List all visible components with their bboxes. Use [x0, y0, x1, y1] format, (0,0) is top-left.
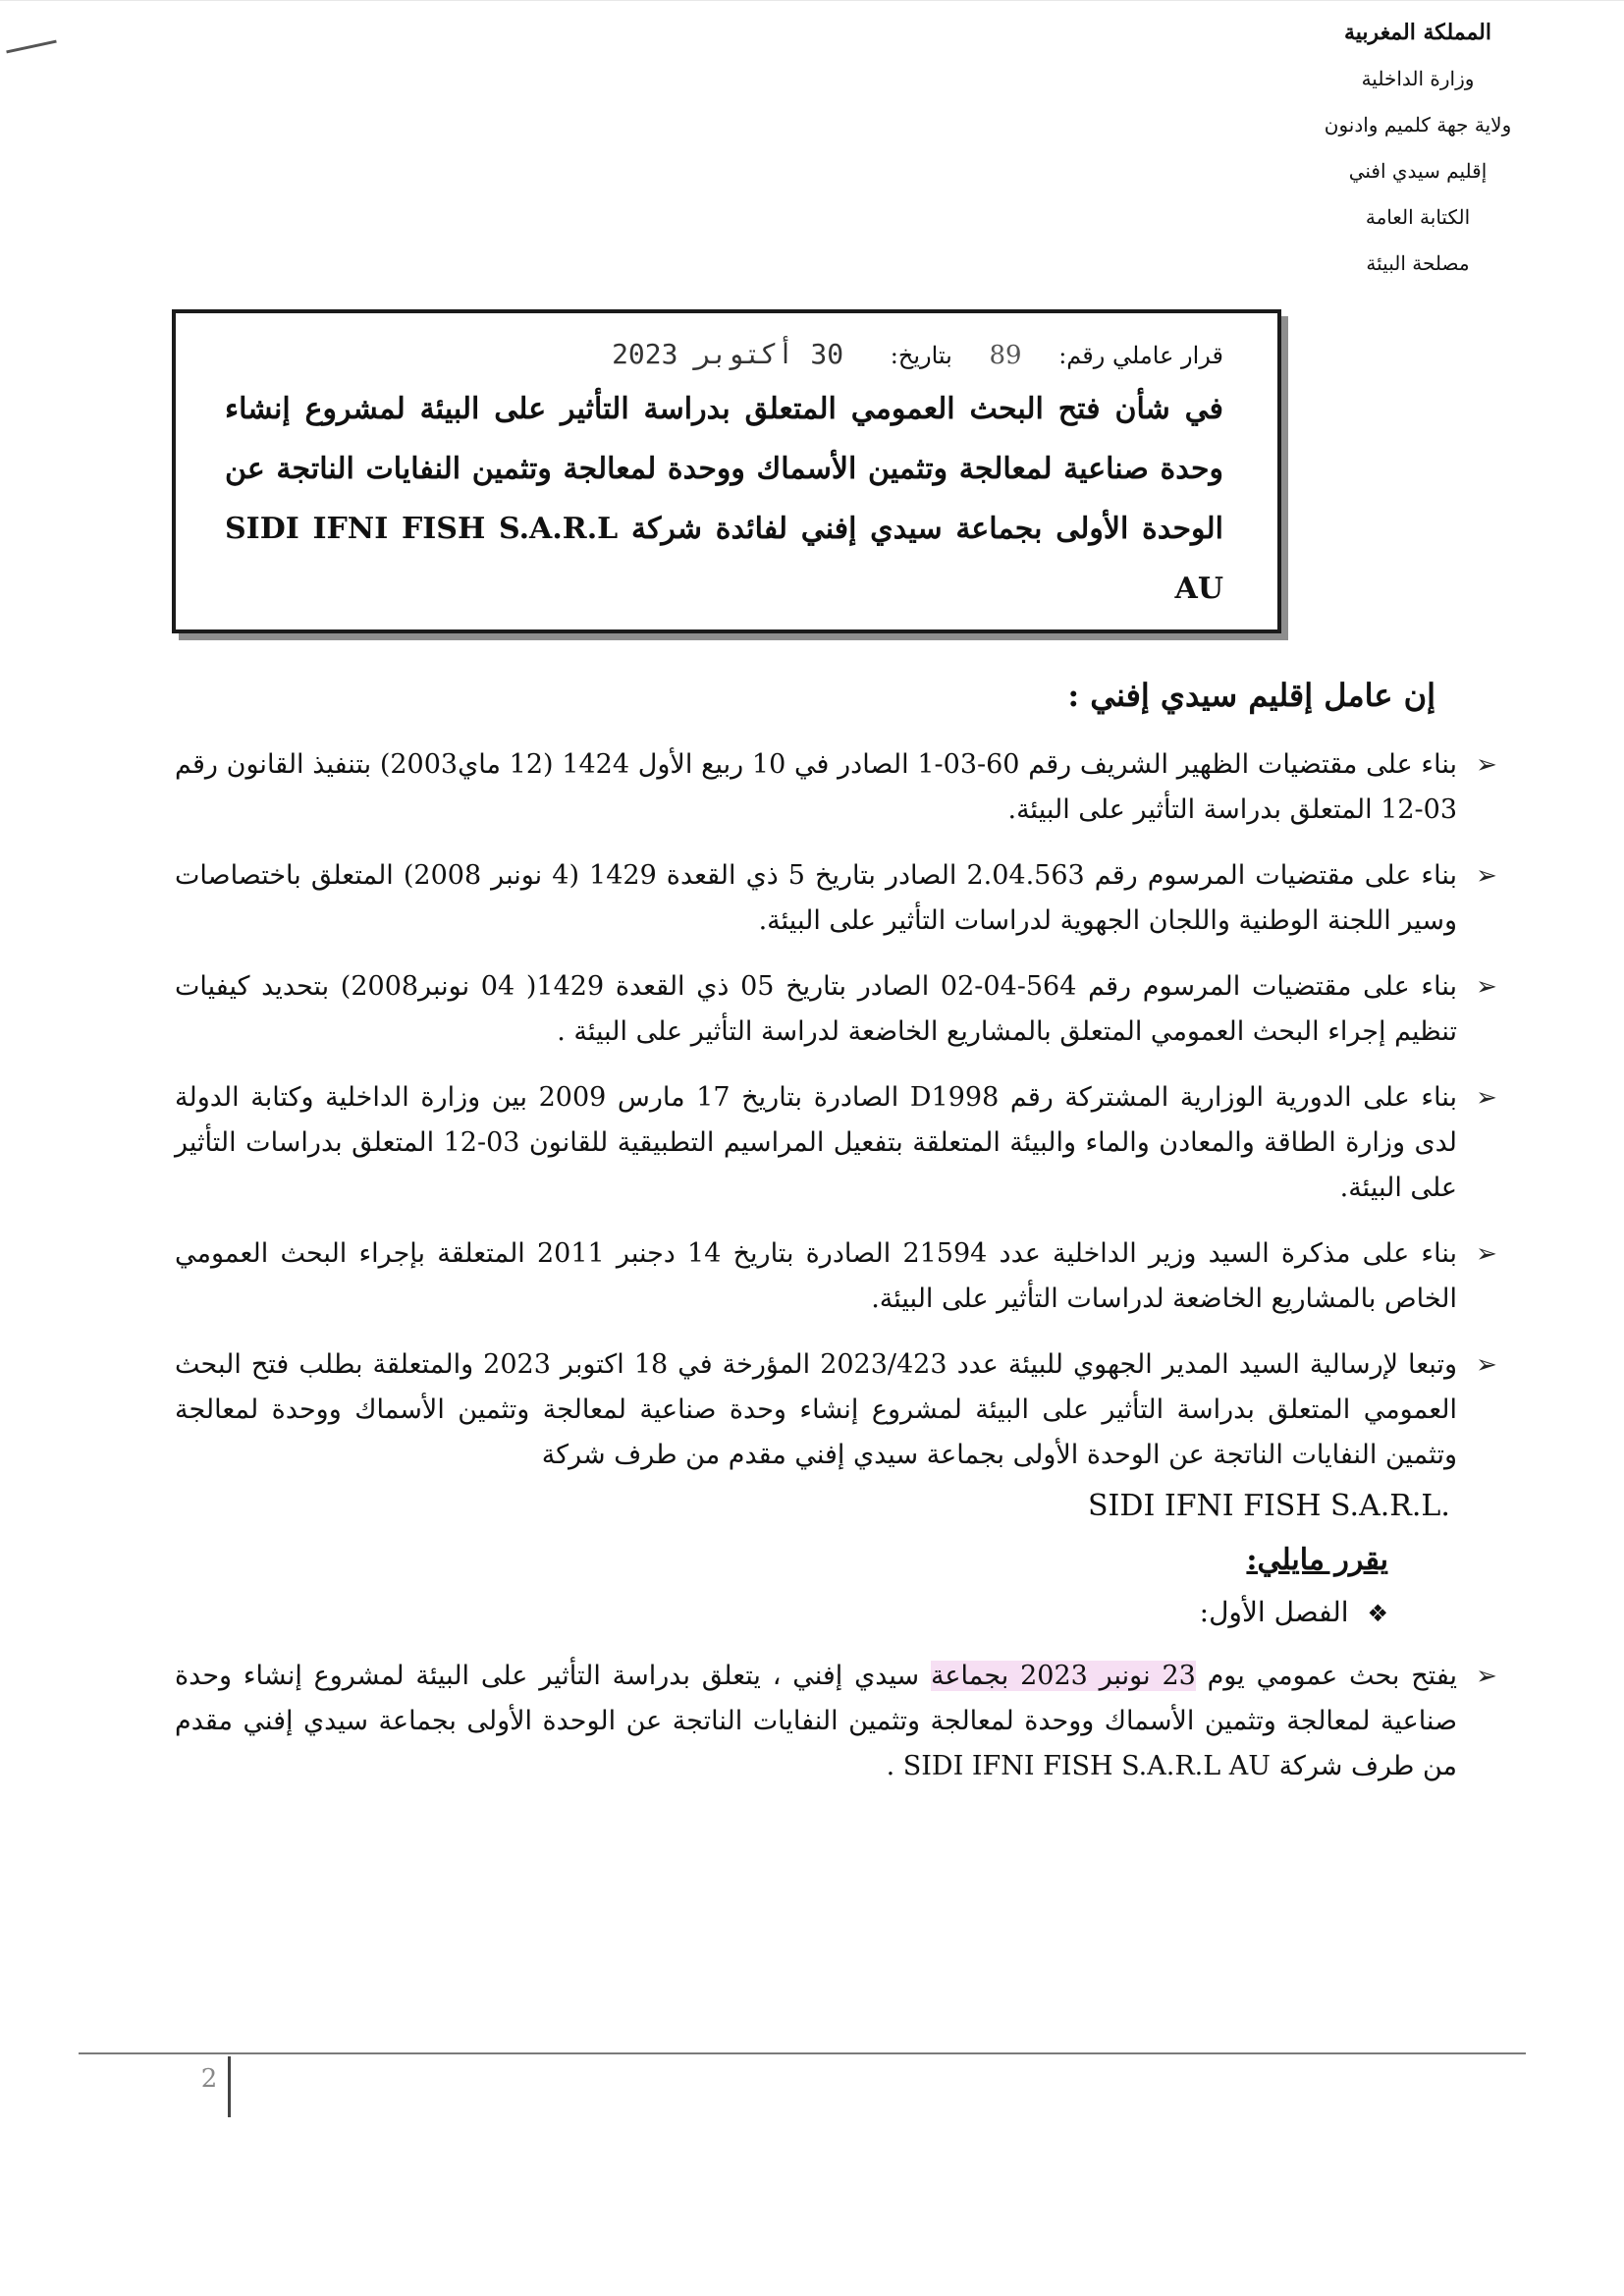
consideration-text: وتبعا لإرسالية السيد المدير الجهوي للبيئة عدد 2023/423 المؤرخة في 18 اكتوبر 2023 والمتعلقة بطلب فتح البحث العمومي المتعلق بدراسة التأثير على البيئة لمشروع إنشاء وحدة صناعية لمعالجة وتثمين الأسماك ووحدة لمعالجة وتثمين النفايات الناتجة عن الوحدة الأولى بجماعة سيدي إفني مقدم من طرف شركة [175, 1349, 1457, 1470]
arrow-bullet-icon: ➢ [1476, 861, 1497, 891]
company-name: SIDI IFNI FISH S.A.R.L. [1088, 1489, 1450, 1523]
consideration-text: بناء على مقتضيات المرسوم رقم 564-04-02 الصادر بتاريخ 05 ذي القعدة 1429( 04 نونبر2008) بتحديد كيفيات تنظيم إجراء البحث العمومي المتعلق بالمشاريع الخاضعة لدراسة التأثير على البيئة . [175, 971, 1457, 1047]
article-one-highlight: 23 نونبر 2023 بجماعة [930, 1661, 1196, 1691]
decree-title-box [172, 309, 1281, 633]
letterhead-service: مصلحة البيئة [1366, 251, 1470, 275]
letterhead-province: إقليم سيدي افني [1348, 159, 1488, 183]
chapter-one-label: الفصل الأول: [1199, 1596, 1349, 1628]
consideration-item [175, 1342, 1506, 1478]
page-number-divider [228, 2056, 231, 2117]
page-number: 2 [200, 2064, 218, 2094]
article-one-text: سيدي إفني ، يتعلق بدراسة التأثير على البيئة لمشروع إنشاء وحدة صناعية لمعالجة وتثمين الأسماك ووحدة لمعالجة وتثمين النفايات الناتجة عن الوحدة الأولى بجماعة سيدي إفني مقدم من طرف شركة SIDI IFNI FISH S.A.R.L AU . [175, 1661, 1457, 1781]
scan-edge [0, 0, 1624, 1]
governor-heading: إن عامل إقليم سيدي إفني : [1067, 677, 1435, 714]
decree-number-value: 89 [989, 341, 1022, 370]
chapter-one-heading [175, 1588, 1506, 1638]
letterhead-ministry: وزارة الداخلية [1361, 67, 1475, 90]
consideration-text: بناء على الدورية الوزارية المشتركة رقم D1998 الصادرة بتاريخ 17 مارس 2009 بين وزارة الداخلية وكتابة الدولة لدى وزارة الطاقة والمعادن والماء والبيئة المتعلقة بتفعيل المراسيم التطبيقية للقانون 03-12 المتعلق بدراسات التأثير على البيئة. [175, 1082, 1457, 1203]
margin-pen-mark [6, 40, 56, 54]
diamond-bullet-icon: ❖ [1367, 1600, 1388, 1627]
consideration-item [175, 1075, 1506, 1211]
consideration-text: بناء على مقتضيات المرسوم رقم 2.04.563 الصادر بتاريخ 5 ذي القعدة 1429 (4 نونبر 2008) المتعلق باختصاصات وسير اللجنة الوطنية واللجان الجهوية لدراسات التأثير على البيئة. [175, 860, 1457, 936]
letterhead-region: ولاية جهة كلميم وادنون [1324, 113, 1512, 137]
decree-number-line [225, 335, 1223, 375]
arrow-bullet-icon: ➢ [1476, 1083, 1497, 1113]
consideration-item [175, 964, 1506, 1055]
consideration-item [175, 1231, 1506, 1322]
decree-subject: في شأن فتح البحث العمومي المتعلق بدراسة التأثير على البيئة لمشروع إنشاء وحدة صناعية لمعالجة وتثمين الأسماك ووحدة لمعالجة وتثمين النفايات الناتجة عن الوحدة الأولى بجماعة سيدي إفني لفائدة شركة SIDI IFNI FISH S.A.R.L AU [225, 392, 1223, 606]
decree-date-label: بتاريخ: [890, 342, 952, 369]
arrow-bullet-icon: ➢ [1476, 972, 1497, 1002]
letterhead-kingdom: المملكة المغربية [1344, 20, 1491, 45]
consideration-text: بناء على مذكرة السيد وزير الداخلية عدد 21594 الصادرة بتاريخ 14 دجنبر 2011 المتعلقة بإجراء البحث العمومي الخاص بالمشاريع الخاضعة لدراسات التأثير على البيئة. [175, 1238, 1457, 1314]
arrow-bullet-icon: ➢ [1476, 1350, 1497, 1380]
letterhead-secretariat: الكتابة العامة [1365, 205, 1471, 229]
arrow-bullet-icon: ➢ [1476, 1662, 1497, 1691]
article-one-prefix: يفتح بحث عمومي يوم [1207, 1661, 1457, 1691]
consideration-item [175, 742, 1506, 833]
arrow-bullet-icon: ➢ [1476, 1239, 1497, 1269]
article-one [175, 1654, 1506, 1789]
decree-body [175, 668, 1506, 1810]
arrow-bullet-icon: ➢ [1476, 750, 1497, 780]
decree-date-stamp: 30 أكتوبر 2023 [612, 338, 844, 370]
consideration-text: بناء على مقتضيات الظهير الشريف رقم 60-03-1 الصادر في 10 ربيع الأول 1424 (12 ماي2003) بتنفيذ القانون رقم 03-12 المتعلق بدراسة التأثير على البيئة. [175, 749, 1458, 825]
letterhead [1290, 10, 1545, 287]
decree-number-label: قرار عاملي رقم: [1058, 342, 1223, 369]
footer-divider [79, 2052, 1526, 2054]
decides-heading: يقرر مايلي: [1246, 1543, 1388, 1577]
consideration-item [175, 853, 1506, 944]
